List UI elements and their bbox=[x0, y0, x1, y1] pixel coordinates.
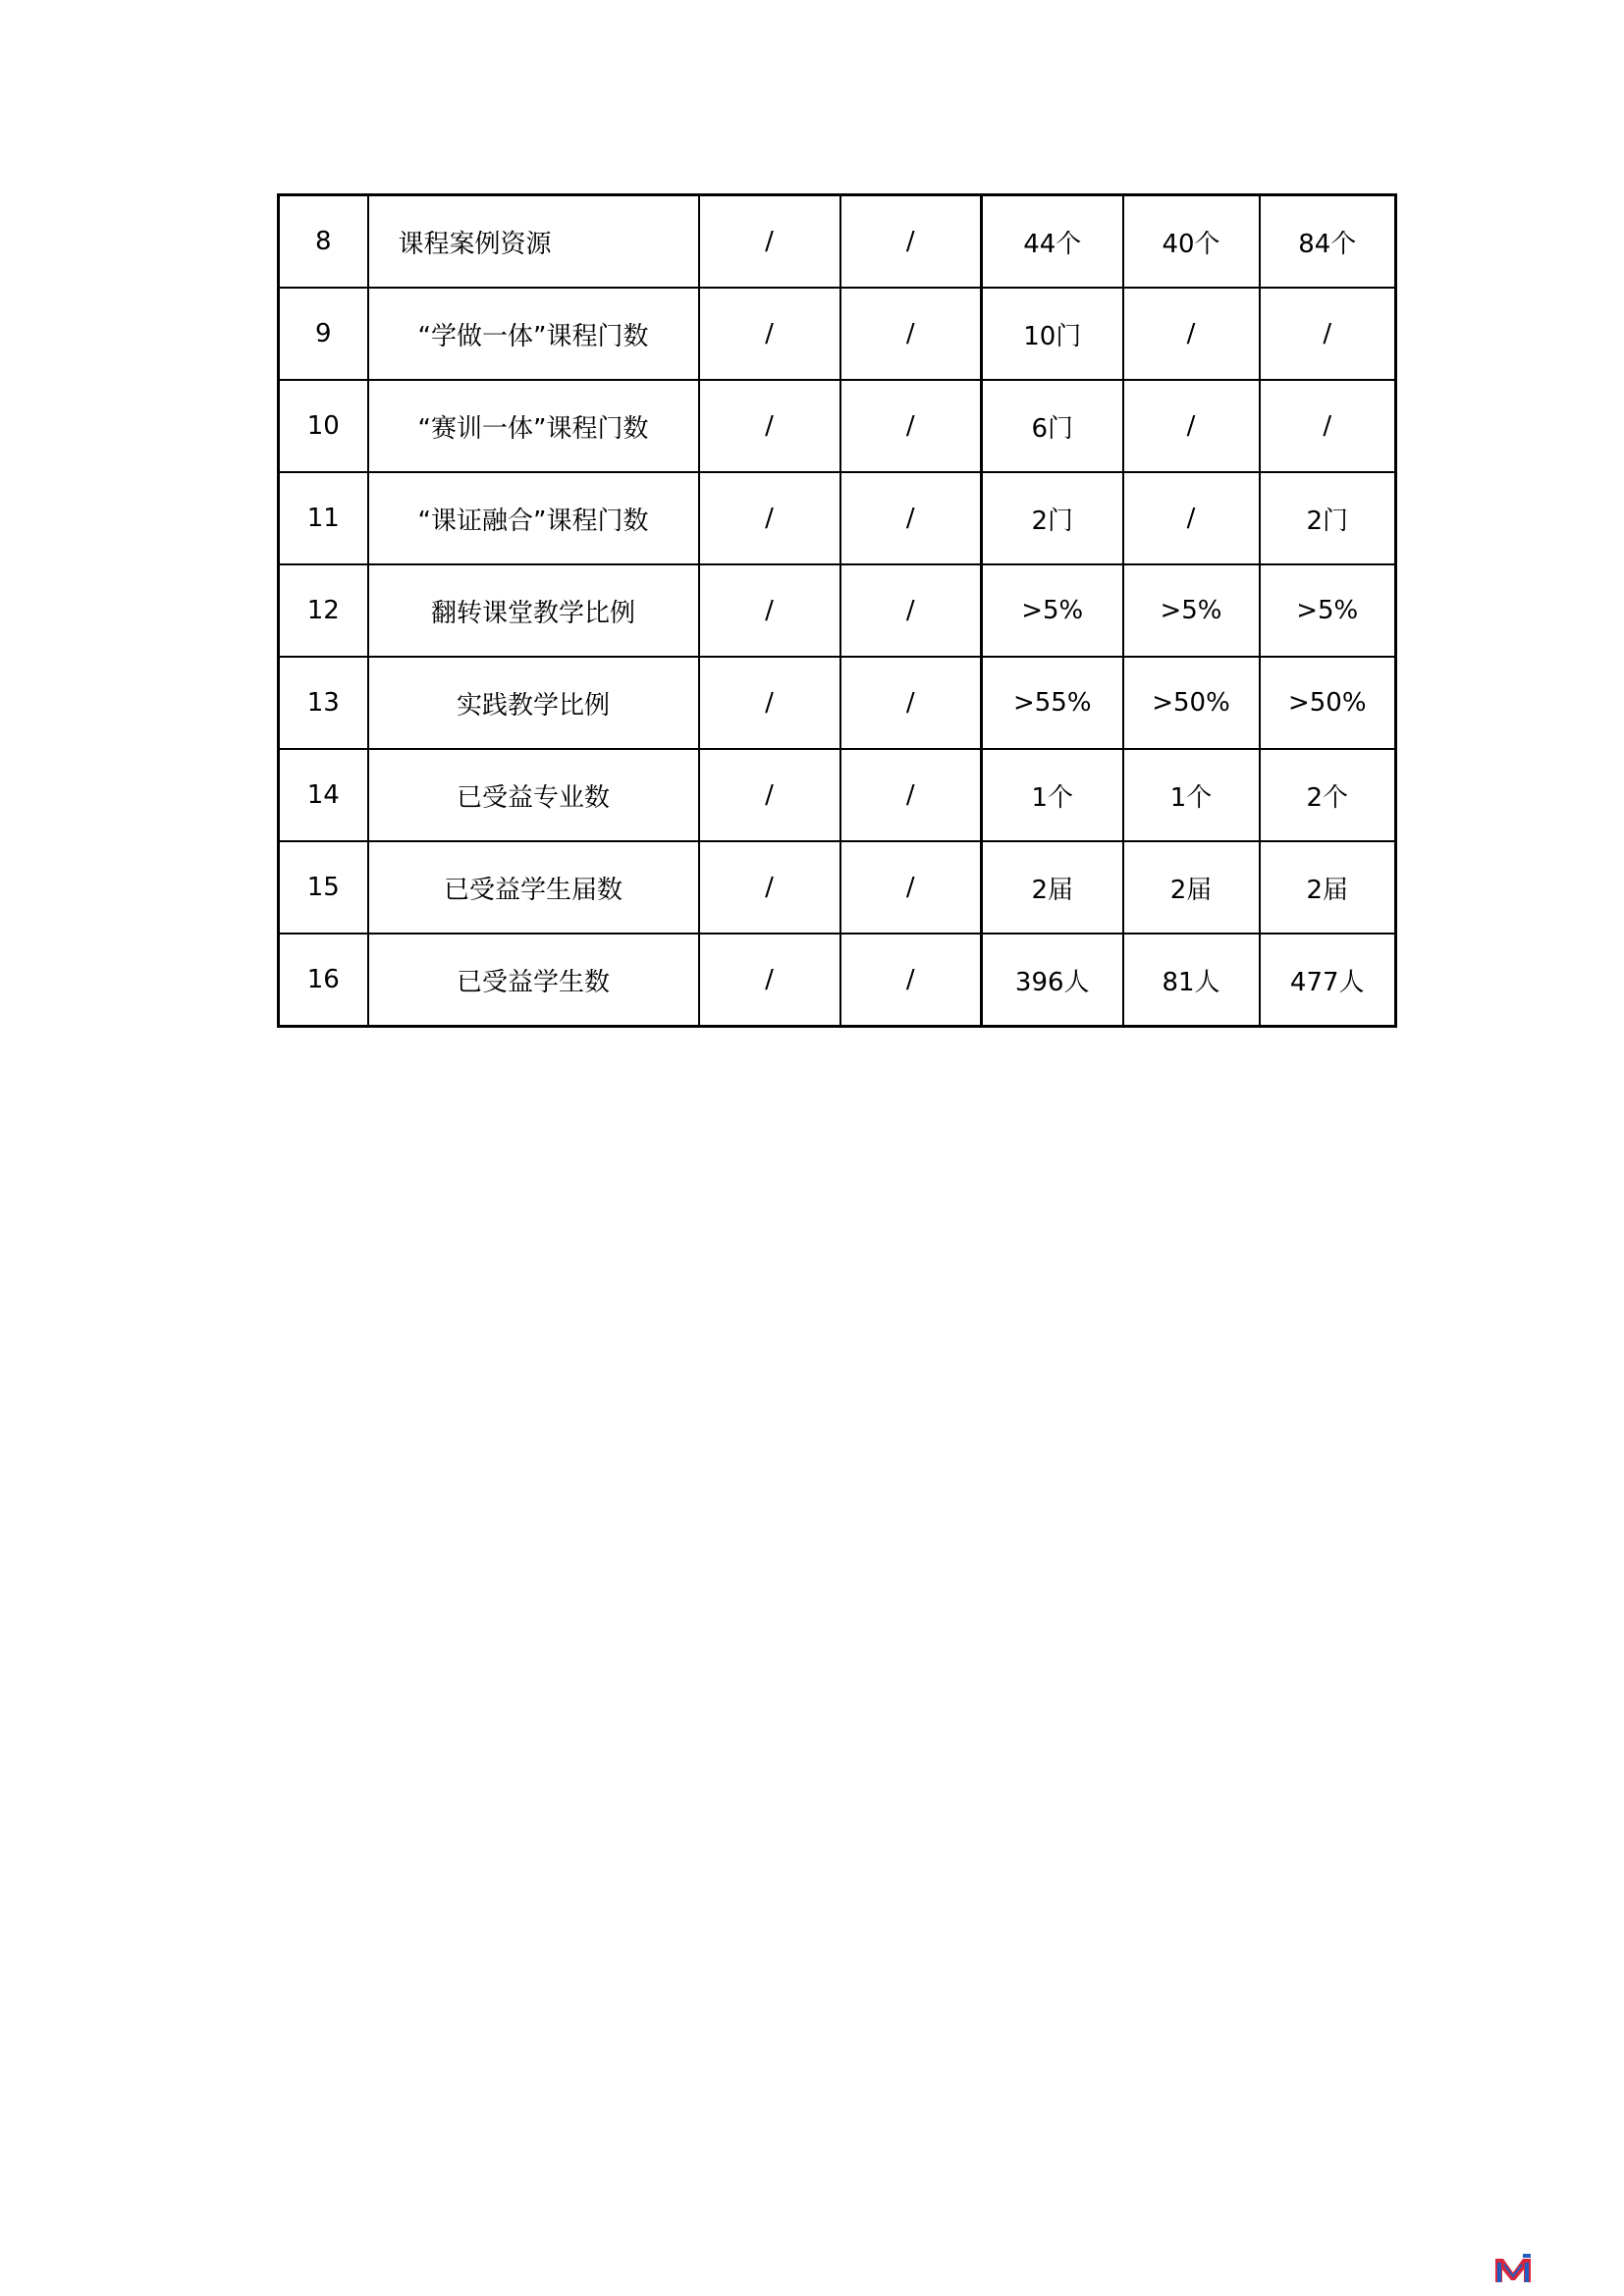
row-indicator-name: “学做一体”课程门数 bbox=[368, 288, 699, 380]
cell-col-b: / bbox=[840, 380, 982, 472]
cell-col-a: / bbox=[699, 472, 840, 564]
row-number: 8 bbox=[279, 195, 368, 289]
row-indicator-name: 已受益专业数 bbox=[368, 749, 699, 841]
table-row bbox=[279, 657, 1396, 749]
table-row bbox=[279, 934, 1396, 1027]
cell-col-e: 2个 bbox=[1260, 749, 1396, 841]
cell-col-c: 44个 bbox=[982, 195, 1123, 289]
cell-col-a: / bbox=[699, 564, 840, 657]
row-number: 9 bbox=[279, 288, 368, 380]
row-indicator-name: 实践教学比例 bbox=[368, 657, 699, 749]
row-number: 11 bbox=[279, 472, 368, 564]
cell-col-b: / bbox=[840, 657, 982, 749]
cell-col-b: / bbox=[840, 564, 982, 657]
cell-col-b: / bbox=[840, 288, 982, 380]
row-number: 10 bbox=[279, 380, 368, 472]
row-indicator-name: 翻转课堂教学比例 bbox=[368, 564, 699, 657]
cell-col-c: 2届 bbox=[982, 841, 1123, 934]
cell-col-d: 2届 bbox=[1123, 841, 1260, 934]
cell-col-d: 1个 bbox=[1123, 749, 1260, 841]
cell-col-d: 40个 bbox=[1123, 195, 1260, 289]
row-number: 15 bbox=[279, 841, 368, 934]
table-row bbox=[279, 195, 1396, 289]
cell-col-e: 2届 bbox=[1260, 841, 1396, 934]
cell-col-e: 477人 bbox=[1260, 934, 1396, 1027]
row-number: 12 bbox=[279, 564, 368, 657]
cell-col-c: 6门 bbox=[982, 380, 1123, 472]
cell-col-c: >5% bbox=[982, 564, 1123, 657]
row-number: 13 bbox=[279, 657, 368, 749]
table-row bbox=[279, 472, 1396, 564]
row-indicator-name: “赛训一体”课程门数 bbox=[368, 380, 699, 472]
cell-col-e: / bbox=[1260, 380, 1396, 472]
cell-col-b: / bbox=[840, 749, 982, 841]
cell-col-a: / bbox=[699, 934, 840, 1027]
m-logo-icon bbox=[1493, 2253, 1533, 2284]
cell-col-d: / bbox=[1123, 288, 1260, 380]
cell-col-b: / bbox=[840, 195, 982, 289]
cell-col-c: 10门 bbox=[982, 288, 1123, 380]
cell-col-b: / bbox=[840, 472, 982, 564]
cell-col-c: 396人 bbox=[982, 934, 1123, 1027]
data-table bbox=[277, 193, 1397, 1028]
row-indicator-name: 已受益学生数 bbox=[368, 934, 699, 1027]
table-row bbox=[279, 288, 1396, 380]
cell-col-a: / bbox=[699, 195, 840, 289]
row-number: 16 bbox=[279, 934, 368, 1027]
cell-col-d: / bbox=[1123, 472, 1260, 564]
cell-col-e: / bbox=[1260, 288, 1396, 380]
table-row bbox=[279, 841, 1396, 934]
row-indicator-name: “课证融合”课程门数 bbox=[368, 472, 699, 564]
cell-col-d: 81人 bbox=[1123, 934, 1260, 1027]
cell-col-e: >50% bbox=[1260, 657, 1396, 749]
cell-col-c: >55% bbox=[982, 657, 1123, 749]
cell-col-e: >5% bbox=[1260, 564, 1396, 657]
cell-col-d: / bbox=[1123, 380, 1260, 472]
cell-col-b: / bbox=[840, 841, 982, 934]
cell-col-b: / bbox=[840, 934, 982, 1027]
cell-col-e: 84个 bbox=[1260, 195, 1396, 289]
cell-col-d: >5% bbox=[1123, 564, 1260, 657]
cell-col-d: >50% bbox=[1123, 657, 1260, 749]
cell-col-a: / bbox=[699, 657, 840, 749]
cell-col-a: / bbox=[699, 749, 840, 841]
row-number: 14 bbox=[279, 749, 368, 841]
row-indicator-name: 课程案例资源 bbox=[368, 195, 699, 289]
cell-col-a: / bbox=[699, 380, 840, 472]
table-row bbox=[279, 749, 1396, 841]
table-row bbox=[279, 564, 1396, 657]
cell-col-e: 2门 bbox=[1260, 472, 1396, 564]
cell-col-c: 1个 bbox=[982, 749, 1123, 841]
cell-col-c: 2门 bbox=[982, 472, 1123, 564]
row-indicator-name: 已受益学生届数 bbox=[368, 841, 699, 934]
table-row bbox=[279, 380, 1396, 472]
cell-col-a: / bbox=[699, 841, 840, 934]
cell-col-a: / bbox=[699, 288, 840, 380]
